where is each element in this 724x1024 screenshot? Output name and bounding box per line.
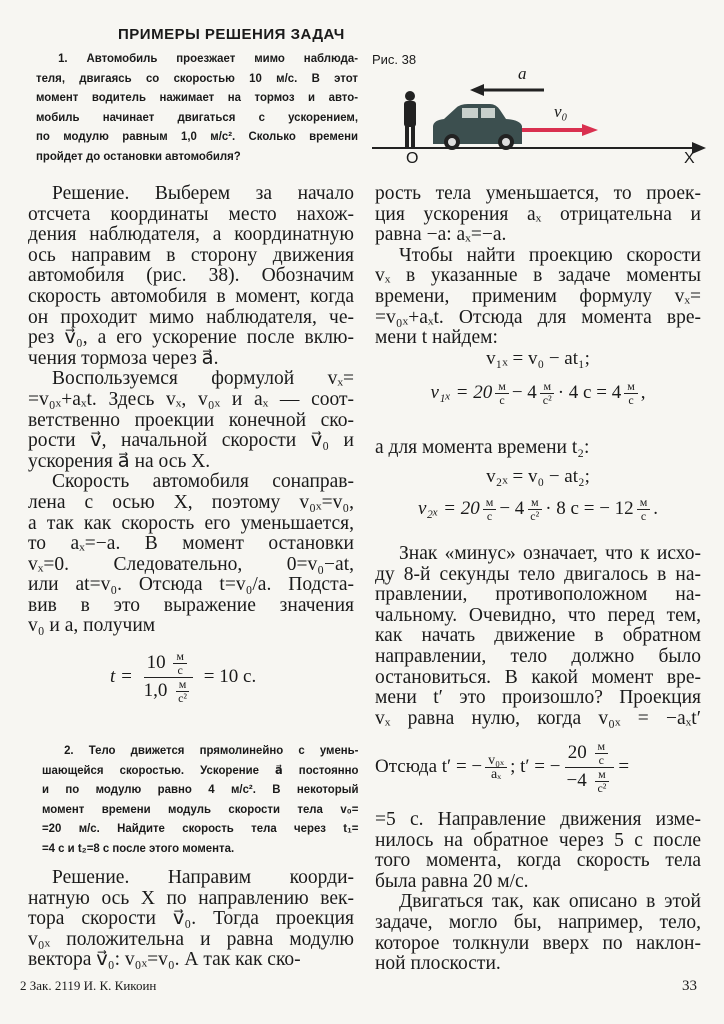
figure-illustration xyxy=(372,52,712,172)
text-line: мени t′ это произошло? Проекция xyxy=(375,687,701,709)
formula-time: t = 10 $\frac{м}{с}$ 1,0 $\frac{м}{\text{с²}}$ = 10 с. xyxy=(110,649,257,705)
text-line: дения наблюдателя, а координатную xyxy=(28,224,354,246)
text-line: а так как скорость его уменьшается, xyxy=(28,512,354,534)
text-line: автомобиля (рис. 38). Обозначим xyxy=(28,265,354,287)
text-line: теля, двигаясь со скоростью 10 м/с. В этот xyxy=(36,70,358,85)
right-column-bottom-text xyxy=(375,810,701,975)
text-line: мени t найдем: xyxy=(375,327,498,349)
text-line: или at=v₀. Отсюда t=v₀/a. Подста- xyxy=(28,574,354,596)
velocity-arrowhead-icon xyxy=(582,124,598,136)
text-line: Решение. Выберем за начало xyxy=(52,183,354,204)
text-line: v₀ₓ положительна и равна модулю xyxy=(28,928,354,950)
text-line: =v₀ₓ+aₓt. Отсюда для момента вре- xyxy=(375,306,701,328)
text-line: рость тела уменьшается, то проек- xyxy=(375,183,701,204)
text-line: ускорения a⃗ на ось X. xyxy=(28,450,211,472)
text-line: которое толкнули вверх по наклон- xyxy=(375,932,701,954)
text-line: тора скорости v⃗₀. Тогда проекция xyxy=(28,908,354,930)
problem-1-statement xyxy=(36,49,358,166)
text-line: по модулю равным 1,0 м/с². Сколько времени xyxy=(36,129,358,143)
figure-38 xyxy=(372,52,712,172)
text-line: правлении, противоположном на- xyxy=(375,584,701,606)
text-line: он проходит мимо наблюдателя, че- xyxy=(28,306,354,328)
text-line: Чтобы найти проекцию скорости xyxy=(399,244,701,266)
text-line: как начать движение в обратном xyxy=(375,625,701,647)
text-line: вив в это выражение значения xyxy=(28,594,354,616)
text-line: лена с осью X, поэтому v₀ₓ=v₀, xyxy=(28,491,354,513)
text-line: Скорость автомобиля сонаправ- xyxy=(52,471,354,493)
text-line: ция ускорения aₓ отрицательна и xyxy=(375,203,701,225)
moment-t2-text: а для момента времени t₂: xyxy=(375,437,590,458)
equation-v1-calc: v₁ₓ = 20 $\frac{м}{с}$ − 4 $\frac{м}{\text{с²}}$ · 4 с = 4 $\frac{м}{с}$ , xyxy=(430,379,646,407)
text-line: 1. Автомобиль проезжает мимо наблюда- xyxy=(58,51,358,65)
text-line: отсчета координаты место нахож- xyxy=(28,203,354,225)
text-line: =v₀ₓ+aₓt. Здесь vₓ, v₀ₓ и aₓ — соот- xyxy=(28,388,354,410)
text-line: была равна 20 м/с. xyxy=(375,870,529,892)
figure-caption: Рис. 38 xyxy=(372,52,417,67)
text-line: =20 м/с. Найдите скорость тела через t₁= xyxy=(42,821,359,835)
text-line: Двигаться так, как описано в этой xyxy=(399,891,701,913)
right-column-top-text xyxy=(375,184,701,349)
acceleration-arrowhead-icon xyxy=(470,84,484,96)
acceleration-label: a xyxy=(518,64,527,83)
origin-label: O xyxy=(406,150,419,167)
text-line: времени, применим формулу vₓ= xyxy=(375,285,701,307)
text-line: ветственно проекции конечной ско- xyxy=(28,409,354,431)
text-line: vₓ равна нулю, когда v₀ₓ = −aₓt′ xyxy=(375,707,701,729)
footer-signature: 2 Зак. 2119 И. К. Кикоин xyxy=(20,978,157,993)
text-line: направлении, тело должно было xyxy=(375,645,701,667)
text-line: vₓ=0. Следовательно, 0=v₀−at, xyxy=(28,553,354,575)
text-line: нилось на обратное через 5 с после xyxy=(375,829,701,851)
text-line: ной плоскости. xyxy=(375,953,501,975)
observer-icon xyxy=(404,91,416,148)
text-line: момент водитель нажимает на тормоз и авто- xyxy=(36,90,358,104)
text-line: натную ось X по направлению век- xyxy=(28,887,354,909)
text-line: =4 с и t₂=8 с после этого момента. xyxy=(42,840,235,855)
text-line: то aₓ=−a. В момент остановки xyxy=(28,533,354,555)
text-line: vₓ в указанные в задаче моменты xyxy=(375,265,701,287)
text-line: Воспользуемся формулой vₓ= xyxy=(52,368,354,390)
text-line: остановиться. В какой момент вре- xyxy=(375,666,701,688)
text-line: Решение. Направим коорди- xyxy=(52,867,354,888)
text-line: задаче, могло бы, например, тело, xyxy=(375,911,701,933)
text-line: Знак «минус» означает, что к исхо- xyxy=(399,543,701,564)
text-line: равна −a: aₓ=−a. xyxy=(375,224,507,246)
text-line: мобиль начинает двигаться с ускорением, xyxy=(36,109,358,124)
text-line: чения тормоза через a⃗. xyxy=(28,347,219,369)
text-line: ду 8-й секунды тело двигалось в на- xyxy=(375,563,701,585)
page-number: 33 xyxy=(682,978,697,994)
problem-2-statement xyxy=(42,741,358,858)
left-column-bottom-text xyxy=(28,868,354,971)
text-line: скорость автомобиля в момент, когда xyxy=(28,285,354,307)
equation-v2-calc: v₂ₓ = 20 $\frac{м}{с}$ − 4 $\frac{м}{\text{с²}}$ · 8 с = − 12 $\frac{м}{с}$ . xyxy=(417,495,659,523)
velocity-label: v₀ xyxy=(554,102,568,121)
equation-v1: v₁ₓ = v₀ − at₁; xyxy=(486,348,590,369)
axis-label: X xyxy=(684,150,695,167)
text-line: ось направим в сторону движения xyxy=(28,244,354,266)
text-line: момент времени модуль скорости тела v₀= xyxy=(42,801,359,816)
text-line: пройдет до остановки автомобиля? xyxy=(36,148,241,163)
text-line: того момента, когда скорость тела xyxy=(375,850,701,872)
text-line: v₀ и a, получим xyxy=(28,615,156,637)
car-icon xyxy=(433,104,522,150)
text-line: вектора v⃗₀: v₀ₓ=v₀. А так как ско- xyxy=(28,949,301,971)
text-line: 2. Тело движется прямолинейно с умень- xyxy=(64,743,359,757)
left-column-text xyxy=(28,184,354,637)
equation-t-prime: Отсюда t′ = − $\frac{\text{v₀ₓ}}{\text{aₓ}}$ ; t′ = − 20 $\frac{м}{с}$ −4 $\frac{м}{\text{с²}}$ = xyxy=(375,739,630,795)
section-heading: ПРИМЕРЫ РЕШЕНИЯ ЗАДАЧ xyxy=(118,26,345,43)
text-line: чальному. Очевидно, что перед тем, xyxy=(375,604,701,626)
right-column-middle-text xyxy=(375,544,701,729)
text-line: рости v⃗, начальной скорости v⃗₀ и xyxy=(28,430,354,452)
text-line: =5 с. Направление движения изме- xyxy=(375,809,701,830)
equation-v2: v₂ₓ = v₀ − at₂; xyxy=(486,466,590,487)
text-line: и по модулю равно 4 м/с². В некоторый xyxy=(42,782,359,796)
text-line: рез v⃗₀, а его ускорение после вклю- xyxy=(28,327,354,349)
text-line: шающейся скоростью. Ускорение a⃗ постоянно xyxy=(42,762,359,777)
